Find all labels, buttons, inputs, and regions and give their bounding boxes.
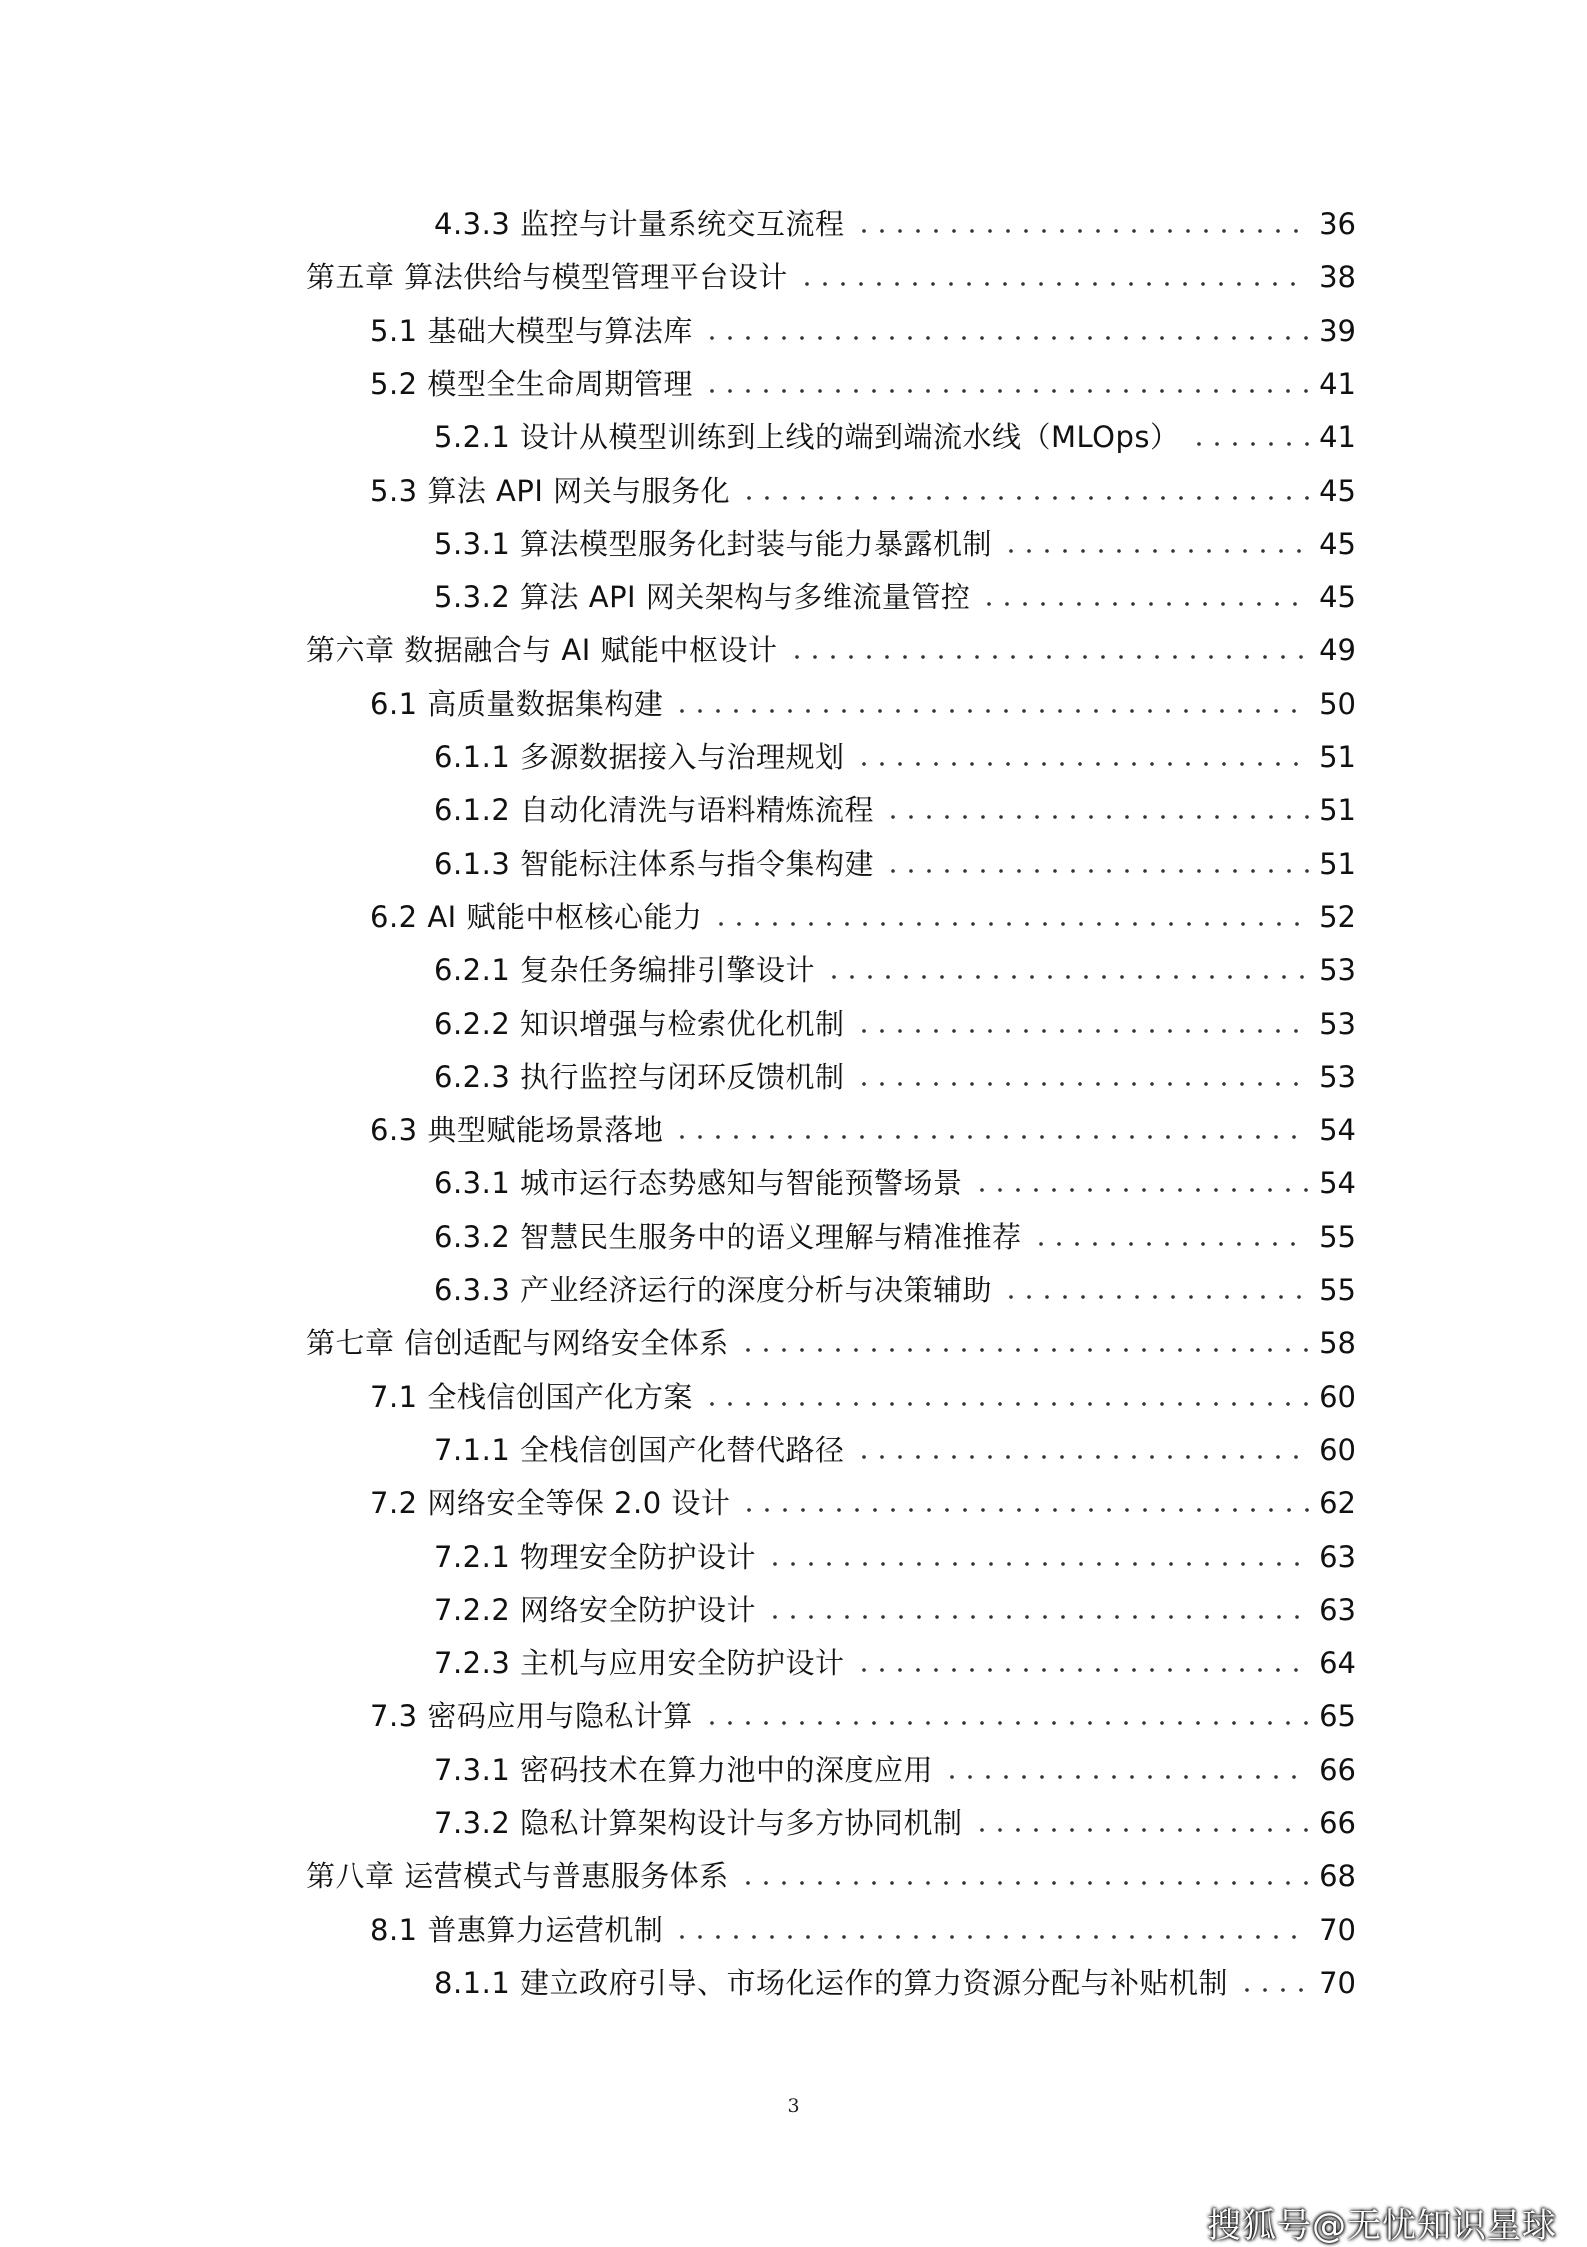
toc-entry[interactable] xyxy=(370,891,1356,943)
toc-entry[interactable] xyxy=(434,518,1356,570)
toc-entry[interactable] xyxy=(306,1850,1356,1902)
toc-entry-page: 60 xyxy=(1319,1380,1356,1414)
toc-entry[interactable] xyxy=(434,784,1356,836)
toc-entry-title: 7.3.1 密码技术在算力池中的深度应用 xyxy=(434,1753,934,1787)
toc-entry[interactable] xyxy=(434,1637,1356,1689)
toc-entry-page: 53 xyxy=(1319,953,1356,987)
toc-entry-title: 7.2 网络安全等保 2.0 设计 xyxy=(370,1486,731,1520)
dot-leader xyxy=(703,1402,1309,1406)
toc-entry[interactable] xyxy=(434,571,1356,623)
toc-entry-title: 5.1 基础大模型与算法库 xyxy=(370,314,693,348)
toc-entry-page: 45 xyxy=(1319,580,1356,614)
dot-leader xyxy=(673,1135,1309,1139)
toc-entry-title: 8.1.1 建立政府引导、市场化运作的算力资源分配与补贴机制 xyxy=(434,1966,1229,2000)
dot-leader xyxy=(740,1508,1309,1512)
toc-entry[interactable] xyxy=(434,1211,1356,1263)
dot-leader xyxy=(766,1562,1309,1566)
toc-entry[interactable] xyxy=(370,1690,1356,1742)
dot-leader xyxy=(855,1668,1310,1672)
toc-entry-page: 51 xyxy=(1319,847,1356,881)
toc-entry[interactable] xyxy=(434,1051,1356,1103)
dot-leader xyxy=(855,1455,1310,1459)
dot-leader xyxy=(884,815,1309,819)
dot-leader xyxy=(739,1881,1309,1885)
toc-entry-title: 5.2.1 设计从模型训练到上线的端到端流水线（MLOps） xyxy=(434,420,1180,454)
toc-entry[interactable] xyxy=(434,198,1356,250)
toc-entry[interactable] xyxy=(434,411,1356,463)
toc-entry[interactable] xyxy=(370,1371,1356,1423)
toc-entry-title: 4.3.3 监控与计量系统交互流程 xyxy=(434,207,845,241)
dot-leader xyxy=(798,282,1309,286)
toc-entry[interactable] xyxy=(370,358,1356,410)
toc-entry-page: 70 xyxy=(1319,1913,1356,1947)
toc-entry[interactable] xyxy=(370,465,1356,517)
toc-entry[interactable] xyxy=(306,1317,1356,1369)
toc-entry-page: 39 xyxy=(1319,314,1356,348)
dot-leader xyxy=(855,1082,1310,1086)
toc-entry-title: 第八章 运营模式与普惠服务体系 xyxy=(306,1859,729,1893)
toc-entry-page: 54 xyxy=(1319,1113,1356,1147)
toc-entry-page: 49 xyxy=(1319,633,1356,667)
toc-entry-title: 7.2.1 物理安全防护设计 xyxy=(434,1540,757,1574)
toc-entry-page: 52 xyxy=(1319,900,1356,934)
toc-entry-title: 6.3 典型赋能场景落地 xyxy=(370,1113,664,1147)
dot-leader xyxy=(980,602,1309,606)
toc-entry-page: 70 xyxy=(1319,1966,1356,2000)
toc-entry-page: 41 xyxy=(1319,367,1356,401)
toc-entry-page: 51 xyxy=(1319,740,1356,774)
dot-leader xyxy=(943,1775,1309,1779)
toc-entry-page: 63 xyxy=(1319,1540,1356,1574)
toc-entry-title: 第六章 数据融合与 AI 赋能中枢设计 xyxy=(306,633,778,667)
dot-leader xyxy=(1002,549,1309,553)
dot-leader xyxy=(788,655,1310,659)
toc-entry-page: 36 xyxy=(1319,207,1356,241)
dot-leader xyxy=(766,1615,1309,1619)
toc-entry-title: 5.3 算法 API 网关与服务化 xyxy=(370,474,731,508)
toc-entry-title: 第五章 算法供给与模型管理平台设计 xyxy=(306,260,788,294)
toc-entry-page: 66 xyxy=(1319,1806,1356,1840)
toc-entry-title: 6.2.1 复杂任务编排引擎设计 xyxy=(434,953,816,987)
dot-leader xyxy=(712,922,1309,926)
dot-leader xyxy=(703,336,1309,340)
toc-entry-page: 45 xyxy=(1319,474,1356,508)
toc-entry[interactable] xyxy=(306,251,1356,303)
toc-entry[interactable] xyxy=(370,1477,1356,1529)
toc-entry-page: 41 xyxy=(1319,420,1356,454)
toc-entry-page: 51 xyxy=(1319,793,1356,827)
toc-entry-page: 55 xyxy=(1319,1273,1356,1307)
toc-entry-title: 6.3.1 城市运行态势感知与智能预警场景 xyxy=(434,1166,963,1200)
toc-entry[interactable] xyxy=(434,838,1356,890)
toc-entry-title: 5.3.2 算法 API 网关架构与多维流量管控 xyxy=(434,580,971,614)
toc-entry-page: 53 xyxy=(1319,1060,1356,1094)
toc-entry-page: 66 xyxy=(1319,1753,1356,1787)
dot-leader xyxy=(973,1188,1310,1192)
toc-entry-title: 7.1 全栈信创国产化方案 xyxy=(370,1380,693,1414)
dot-leader xyxy=(740,496,1309,500)
toc-entry-page: 60 xyxy=(1319,1433,1356,1467)
toc-entry-page: 38 xyxy=(1319,260,1356,294)
page-number: 3 xyxy=(787,2095,800,2117)
toc-entry-title: 7.3.2 隐私计算架构设计与多方协同机制 xyxy=(434,1806,963,1840)
dot-leader xyxy=(703,1721,1309,1725)
toc-entry-title: 6.2.2 知识增强与检索优化机制 xyxy=(434,1007,845,1041)
dot-leader xyxy=(673,709,1309,713)
toc-entry-title: 6.1.2 自动化清洗与语料精炼流程 xyxy=(434,793,875,827)
toc-entry[interactable] xyxy=(370,678,1356,730)
toc-entry-title: 6.3.2 智慧民生服务中的语义理解与精准推荐 xyxy=(434,1220,1022,1254)
toc-entry[interactable] xyxy=(434,1264,1356,1316)
toc-entry[interactable] xyxy=(434,1957,1356,2009)
toc-entry-page: 54 xyxy=(1319,1166,1356,1200)
toc-entry-title: 6.1.1 多源数据接入与治理规划 xyxy=(434,740,845,774)
toc-entry-title: 8.1 普惠算力运营机制 xyxy=(370,1913,664,1947)
dot-leader xyxy=(884,869,1309,873)
toc-entry-title: 7.3 密码应用与隐私计算 xyxy=(370,1699,693,1733)
toc-entry[interactable] xyxy=(370,1904,1356,1956)
dot-leader xyxy=(855,229,1310,233)
toc-entry-page: 68 xyxy=(1319,1859,1356,1893)
toc-entry-title: 7.2.3 主机与应用安全防护设计 xyxy=(434,1646,845,1680)
toc-entry[interactable] xyxy=(434,944,1356,996)
dot-leader xyxy=(855,762,1310,766)
toc-entry[interactable] xyxy=(434,1424,1356,1476)
toc-entry-title: 5.3.1 算法模型服务化封装与能力暴露机制 xyxy=(434,527,993,561)
toc-entry-page: 50 xyxy=(1319,687,1356,721)
toc-entry[interactable] xyxy=(434,998,1356,1050)
toc-entry-page: 53 xyxy=(1319,1007,1356,1041)
toc-entry[interactable] xyxy=(434,731,1356,783)
toc-entry-page: 63 xyxy=(1319,1593,1356,1627)
toc-entry-title: 6.3.3 产业经济运行的深度分析与决策辅助 xyxy=(434,1273,993,1307)
toc-entry-page: 55 xyxy=(1319,1220,1356,1254)
dot-leader xyxy=(825,975,1309,979)
toc-entry-page: 45 xyxy=(1319,527,1356,561)
toc-entry-title: 6.2 AI 赋能中枢核心能力 xyxy=(370,900,703,934)
toc-entry-title: 7.2.2 网络安全防护设计 xyxy=(434,1593,757,1627)
toc-entry[interactable] xyxy=(434,1531,1356,1583)
dot-leader xyxy=(855,1029,1310,1033)
dot-leader xyxy=(1190,442,1310,446)
toc-entry-title: 第七章 信创适配与网络安全体系 xyxy=(306,1326,729,1360)
toc-entry-title: 6.2.3 执行监控与闭环反馈机制 xyxy=(434,1060,845,1094)
toc-entry[interactable] xyxy=(434,1744,1356,1796)
toc-entry[interactable] xyxy=(370,1104,1356,1156)
toc-entry-page: 65 xyxy=(1319,1699,1356,1733)
toc-entry[interactable] xyxy=(434,1157,1356,1209)
dot-leader xyxy=(1238,1988,1309,1992)
dot-leader xyxy=(673,1935,1309,1939)
toc-entry[interactable] xyxy=(434,1584,1356,1636)
dot-leader xyxy=(703,389,1309,393)
toc-entry-title: 6.1.3 智能标注体系与指令集构建 xyxy=(434,847,875,881)
toc-entry[interactable] xyxy=(306,624,1356,676)
toc-entry[interactable] xyxy=(434,1797,1356,1849)
dot-leader xyxy=(1032,1242,1310,1246)
dot-leader xyxy=(973,1828,1310,1832)
dot-leader xyxy=(1002,1295,1309,1299)
toc-entry-title: 5.2 模型全生命周期管理 xyxy=(370,367,693,401)
toc-entry-title: 7.1.1 全栈信创国产化替代路径 xyxy=(434,1433,845,1467)
toc-entry[interactable] xyxy=(370,305,1356,357)
toc-entry-page: 58 xyxy=(1319,1326,1356,1360)
dot-leader xyxy=(739,1348,1309,1352)
toc-entry-title: 6.1 高质量数据集构建 xyxy=(370,687,664,721)
watermark: 搜狐号@无忧知识星球 xyxy=(1207,2206,1557,2246)
toc-entry-page: 62 xyxy=(1319,1486,1356,1520)
toc-entry-page: 64 xyxy=(1319,1646,1356,1680)
